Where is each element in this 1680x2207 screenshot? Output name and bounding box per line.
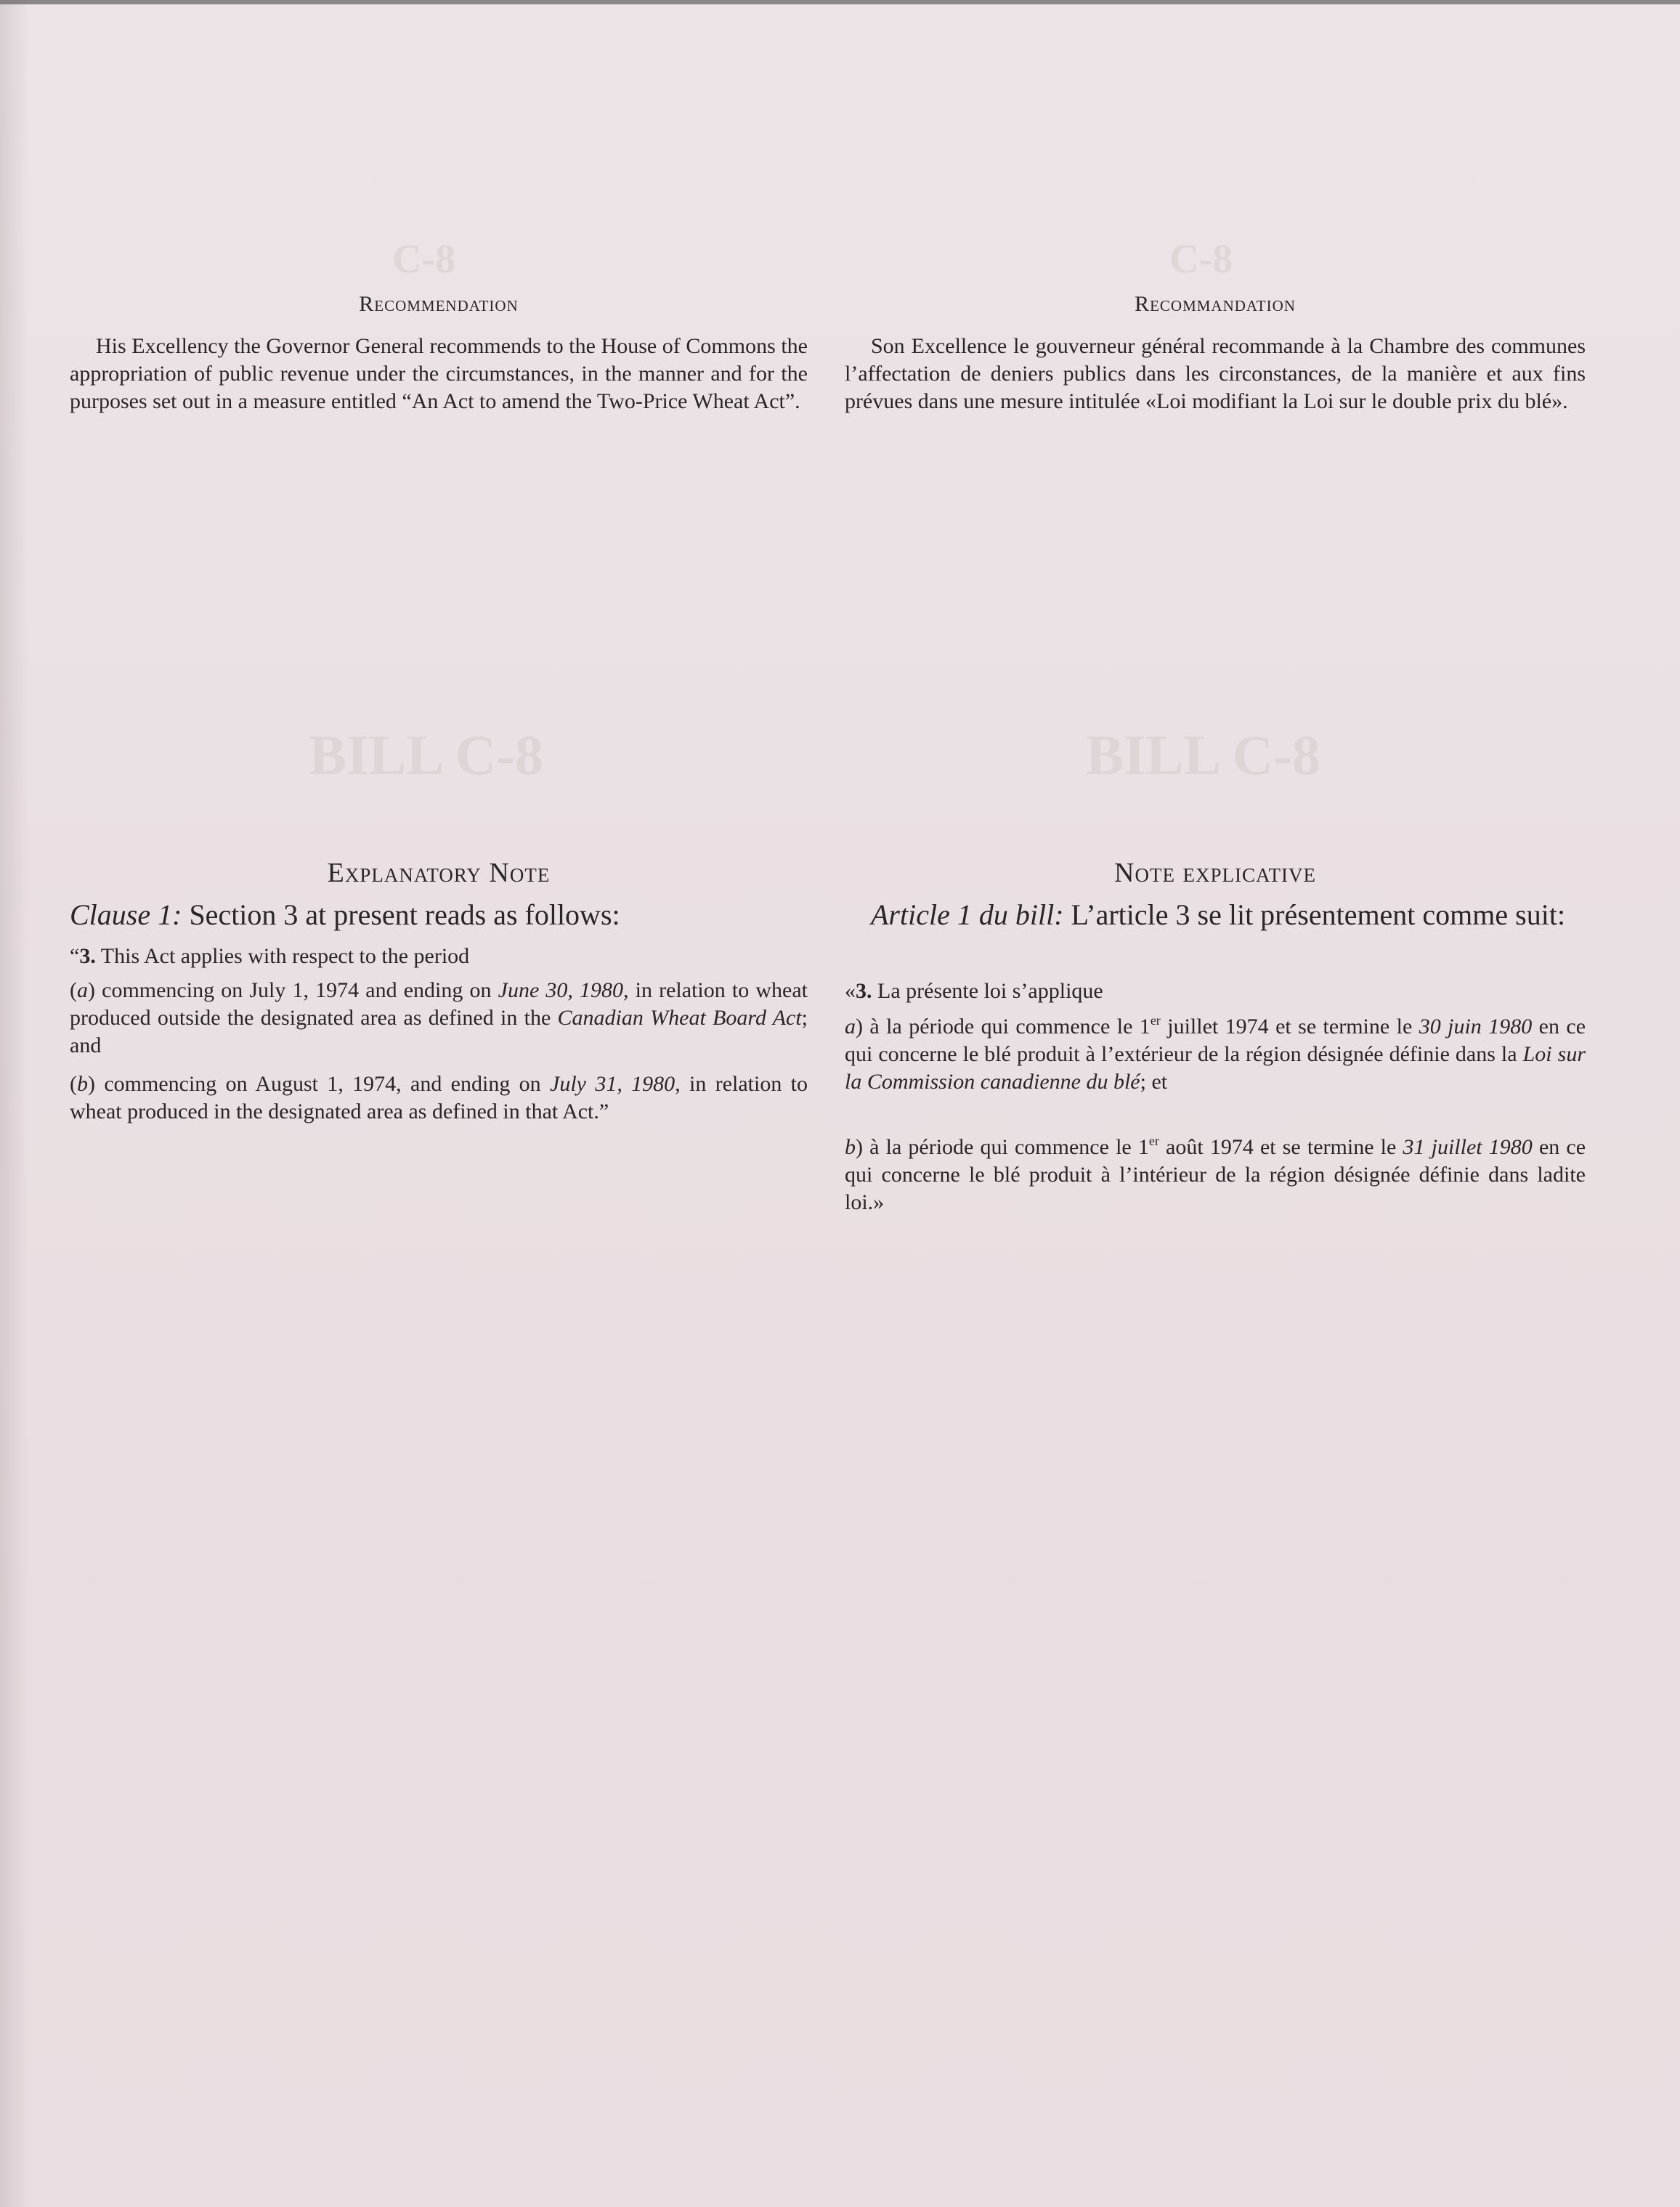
explanatory-note-heading: Explanatory Note xyxy=(327,858,551,888)
alinea-b: b) à la période qui commence le 1er août 1974 et se termine le 31 juillet 1980 en ce qui concerne le blé produit à l’intérieur de la région désignée définie dans ladite loi.» xyxy=(845,1134,1586,1214)
paragraph-b-label: b xyxy=(77,1072,88,1096)
section-number: 3. xyxy=(79,944,96,968)
article-text: L’article 3 se lit présentement comme suit: xyxy=(1071,898,1566,931)
alinea-b-text: à la période qui commence le 1 xyxy=(869,1135,1149,1159)
alinea-b-text-2: août 1974 et se termine le xyxy=(1166,1135,1397,1159)
clause-intro xyxy=(70,899,808,931)
article-number: 3. xyxy=(856,979,872,1003)
bleed-through-c8-right: C-8 xyxy=(1169,237,1233,282)
alinea-a-date: 30 juin 1980 xyxy=(1419,1015,1533,1039)
quote-open: “ xyxy=(70,944,80,968)
recommandation-heading: Recommandation xyxy=(1135,292,1296,316)
bleed-through-bill-left: BILL C-8 xyxy=(309,723,543,787)
alinea-a-end: ; et xyxy=(1140,1070,1168,1094)
paragraph-b-end: , in relation to wheat produced in the designated area as defined in that Act.” xyxy=(70,1072,808,1123)
section-intro: This Act applies with respect to the period xyxy=(100,944,470,968)
article-label: Article 1 du bill: xyxy=(871,898,1064,931)
paragraph-b-date: July 31, 1980 xyxy=(550,1072,675,1096)
paragraph-a-label: a xyxy=(77,978,88,1002)
paragraph-b-text: commencing on August 1, 1974, and ending on xyxy=(104,1072,541,1096)
alinea-a-act: Loi sur la Commission canadienne du blé xyxy=(845,1042,1586,1094)
alinea-a-label: a xyxy=(845,1015,856,1039)
alinea-b-date: 31 juillet 1980 xyxy=(1403,1135,1533,1159)
alinea-a: a) à la période qui commence le 1er juillet 1974 et se termine le 30 juin 1980 en ce qui concerne le blé produit à l’extérieur de la région désignée définie dans la Loi sur la Commission canadienne du blé; et xyxy=(845,1013,1586,1094)
recommendation-text xyxy=(70,333,808,415)
guillemet-open: « xyxy=(845,979,856,1003)
alinea-a-text-3: en ce qui concerne le blé produit à l’extérieur de la région désignée définie dans la xyxy=(845,1015,1586,1066)
paragraph-b: (b) commencing on August 1, 1974, and ending on July 31, 1980, in relation to wheat produced in the designated area as defined in that Act.” xyxy=(70,1072,808,1123)
top-edge-line xyxy=(0,0,1680,4)
paragraph-a-text-2: , in relation to wheat produced outside the designated area as defined in the xyxy=(70,978,808,1030)
clause-text: Section 3 at present reads as follows: xyxy=(189,898,620,931)
article-3-intro xyxy=(845,977,1586,1005)
paragraph-a-text: commencing on July 1, 1974 and ending on xyxy=(102,978,492,1002)
alinea-b-end: en ce qui concerne le blé produit à l’intérieur de la région désignée définie dans ladite loi.» xyxy=(845,1135,1586,1214)
paragraph-a-date: June 30, 1980 xyxy=(498,978,624,1002)
article-intro-text: La présente loi s’applique xyxy=(877,979,1103,1003)
clause-label: Clause 1: xyxy=(70,898,182,931)
paragraph-a-end: ; and xyxy=(70,1006,808,1057)
recommendation-heading: Recommendation xyxy=(359,292,519,316)
alinea-b-label: b xyxy=(845,1135,856,1159)
note-explicative-heading: Note explicative xyxy=(1114,858,1316,888)
paragraph-a: (a) commencing on July 1, 1974 and ending on June 30, 1980, in relation to wheat produced outside the designated area as defined in the Canadian Wheat Board Act; and xyxy=(70,978,808,1057)
bleed-through-bill-right: BILL C-8 xyxy=(1086,723,1320,787)
alinea-a-text: à la période qui commence le 1 xyxy=(869,1015,1151,1039)
bleed-through-c8-left: C-8 xyxy=(392,237,456,282)
recommandation-text xyxy=(845,333,1586,415)
paragraph-a-act: Canadian Wheat Board Act xyxy=(557,1006,802,1030)
page-gutter-shadow xyxy=(0,0,29,2207)
alinea-a-sup: er xyxy=(1150,1013,1161,1028)
recommandation-body: Son Excellence le gouverneur général recommande à la Chambre des communes l’affectation de deniers publics dans les circonstances, de la manière et aux fins prévues dans une mesure intitulée «Loi modifiant la Loi sur le double prix du blé». xyxy=(845,334,1586,413)
alinea-b-sup: er xyxy=(1148,1134,1159,1148)
section-3-intro xyxy=(70,943,808,970)
article-intro xyxy=(845,899,1586,931)
recommendation-body: His Excellency the Governor General recommends to the House of Commons the appropriation of public revenue under the circumstances, in the manner and for the purposes set out in a measure entitled “An Act to amend the Two-Price Wheat Act”. xyxy=(70,334,808,413)
alinea-a-text-2: juillet 1974 et se termine le xyxy=(1167,1015,1413,1039)
